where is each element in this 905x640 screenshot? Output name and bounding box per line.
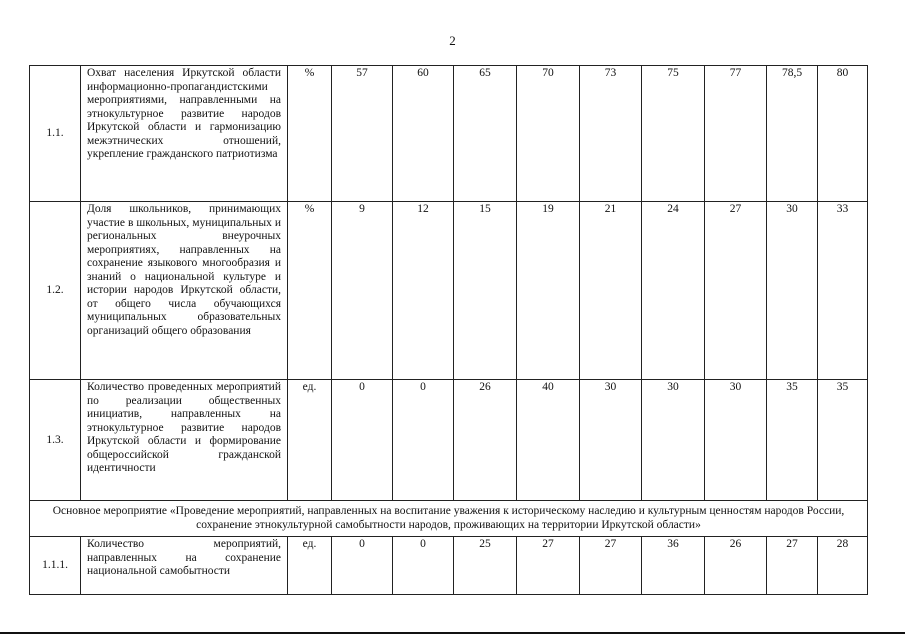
value-cell: 26: [705, 537, 767, 595]
value-cell: 25: [454, 537, 517, 595]
row-number: 1.1.1.: [30, 537, 81, 595]
indicator-name: Количество мероприятий, направленных на сохранение национальной самобытности: [81, 537, 288, 595]
value-cell: 9: [332, 202, 393, 380]
value-cell: 40: [517, 380, 580, 501]
value-cell: 70: [517, 66, 580, 202]
unit-cell: ед.: [288, 380, 332, 501]
indicator-name: Доля школьников, принимающих участие в школьных, муниципальных и региональных внеурочных мероприятиях, направленных на сохранение языкового многообразия и знаний о национальной культуре и истории народов Иркутской области, от общего числа обучающихся муниципальных образовательных организаций общего образования: [81, 202, 288, 380]
unit-cell: ед.: [288, 537, 332, 595]
value-cell: 27: [517, 537, 580, 595]
value-cell: 27: [705, 202, 767, 380]
value-cell: 75: [642, 66, 705, 202]
value-cell: 15: [454, 202, 517, 380]
value-cell: 57: [332, 66, 393, 202]
value-cell: 24: [642, 202, 705, 380]
value-cell: 19: [517, 202, 580, 380]
value-cell: 30: [767, 202, 818, 380]
indicator-name: Количество проведенных мероприятий по реализации общественных инициатив, направленных на этнокультурное развитие народов Иркутской области и формирование общероссийской гражданской идентичности: [81, 380, 288, 501]
value-cell: 28: [818, 537, 868, 595]
value-cell: 36: [642, 537, 705, 595]
table-row: [30, 202, 868, 380]
value-cell: 30: [705, 380, 767, 501]
value-cell: 30: [642, 380, 705, 501]
value-cell: 0: [393, 380, 454, 501]
value-cell: 33: [818, 202, 868, 380]
section-heading-row: [30, 501, 868, 537]
table-row: [30, 66, 868, 202]
value-cell: 0: [393, 537, 454, 595]
value-cell: 65: [454, 66, 517, 202]
value-cell: 60: [393, 66, 454, 202]
value-cell: 35: [818, 380, 868, 501]
row-number: 1.1.: [30, 66, 81, 202]
unit-cell: %: [288, 202, 332, 380]
unit-cell: %: [288, 66, 332, 202]
value-cell: 27: [580, 537, 642, 595]
table-row: [30, 537, 868, 595]
value-cell: 0: [332, 380, 393, 501]
indicators-table: [29, 65, 868, 595]
row-number: 1.2.: [30, 202, 81, 380]
value-cell: 26: [454, 380, 517, 501]
indicator-name: Охват населения Иркутской области информационно-пропагандистскими мероприятиями, направленными на этнокультурное развитие народов Иркутской области и гармонизацию межэтнических отношений, укрепление гражданского патриотизма: [81, 66, 288, 202]
value-cell: 0: [332, 537, 393, 595]
value-cell: 27: [767, 537, 818, 595]
row-number: 1.3.: [30, 380, 81, 501]
value-cell: 80: [818, 66, 868, 202]
value-cell: 30: [580, 380, 642, 501]
page-number: 2: [449, 33, 456, 48]
value-cell: 77: [705, 66, 767, 202]
value-cell: 21: [580, 202, 642, 380]
value-cell: 78,5: [767, 66, 818, 202]
bottom-edge-rule: [0, 632, 905, 634]
section-heading: Основное мероприятие «Проведение мероприятий, направленных на воспитание уважения к историческому наследию и культурным ценностям народов России, сохранение этнокультурной самобытности народов, проживающих на территории Иркутской области»: [30, 501, 868, 537]
table-row: [30, 380, 868, 501]
value-cell: 12: [393, 202, 454, 380]
value-cell: 73: [580, 66, 642, 202]
value-cell: 35: [767, 380, 818, 501]
